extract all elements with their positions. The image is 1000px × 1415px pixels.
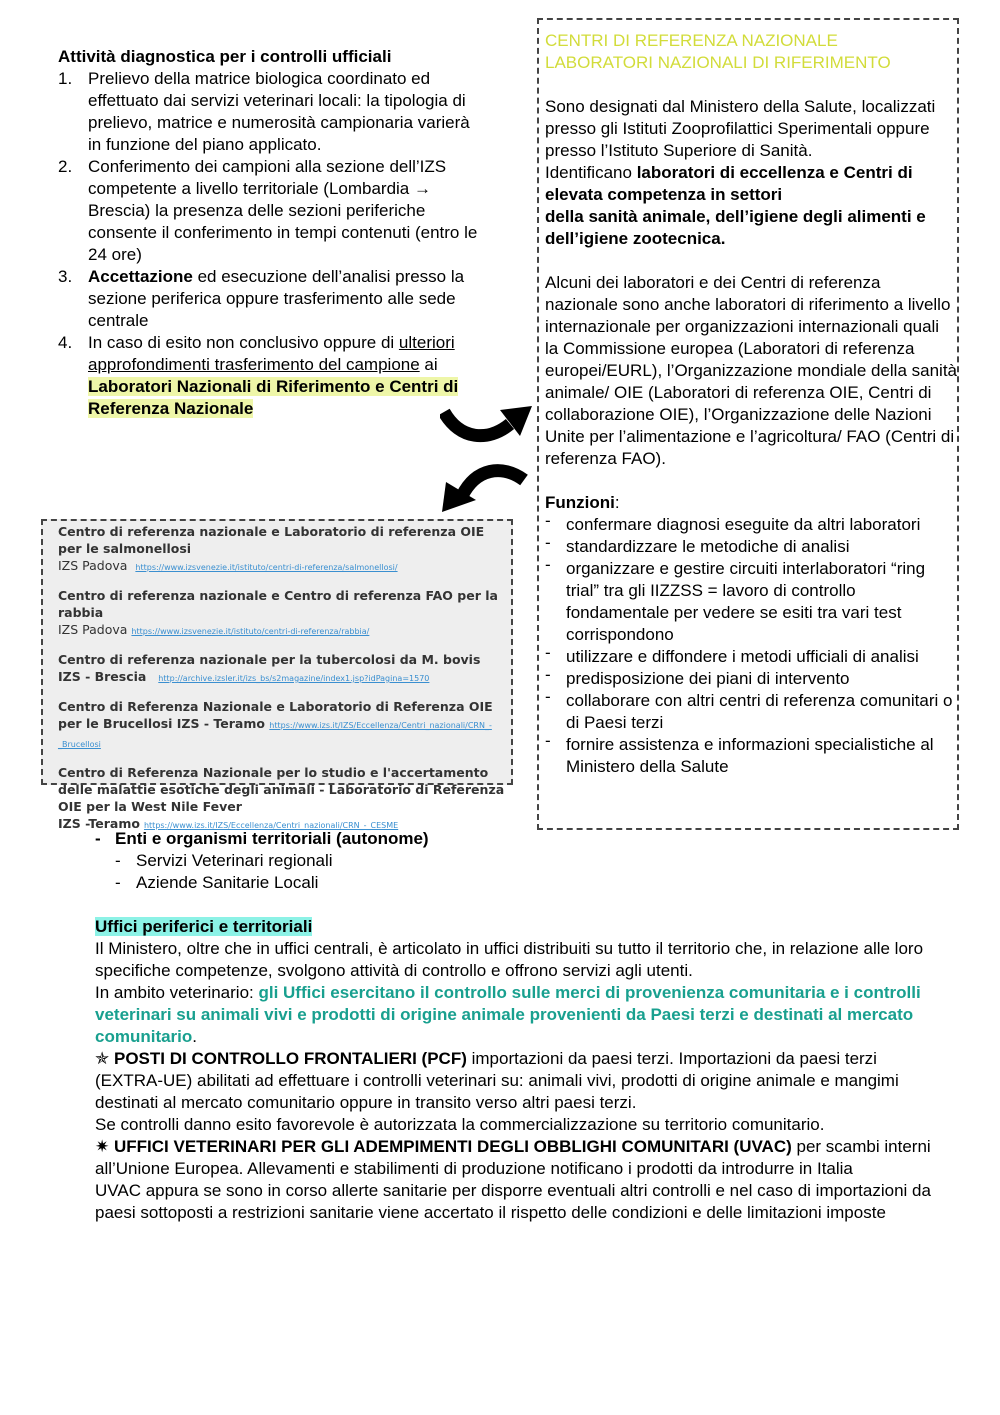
enti-heading: - Enti e organismi territoriali (autonome) (95, 829, 429, 848)
curved-arrow-left-icon (440, 462, 530, 517)
paragraph: ✷ UFFICI VETERINARI PER GLI ADEMPIMENTI DEGLI OBBLIGHI COMUNITARI (UVAC) per scambi interni all’Unione Europea. Allevamenti e stabilimenti di produzione notificano i prodotti da introdurre in Italia (95, 1137, 931, 1178)
list-item: - confermare diagnosi eseguite da altri laboratori (545, 511, 921, 534)
list-item: - utilizzare e diffondere i metodi ufficiali di analisi (545, 643, 919, 666)
paragraph: Sono designati dal Ministero della Salute, localizzati presso gli Istituti Zooprofilattici Sperimentali oppure presso l’Istituto Superiore di Sanità. (545, 97, 936, 160)
paragraph: UVAC appura se sono in corso allerte sanitarie per disporre eventuali altri controlli e nel caso di importazioni da paesi sottoposti a restrizioni sanitarie viene accertato il rispetto delle condizioni e delle limitazioni imposte (95, 1181, 931, 1222)
paragraph: Alcuni dei laboratori e dei Centri di referenza nazionale sono anche laboratori di riferimento a livello internazionale per organizzazioni internazionali quali la Commissione europea (Laboratori di referenza europei/EURL), l’Organizzazione mondiale della sanità animale/ OIE (Laboratori di referenza OIE, Centri di collaborazione OIE), l’Organizzazione delle Nazioni Unite per l’alimentazione e l’agricoltura/ FAO (Centri di referenza FAO). (545, 273, 958, 468)
asterisk-star-icon: ✷ (95, 1137, 110, 1156)
funzioni-heading: Funzioni: (545, 493, 620, 512)
list-item: - organizzare e gestire circuiti interlaboratori “ring trial” tra gli IIZZSS = lavoro di controllo fondamentale per vedere se esiti tra vari test corrispondono (545, 555, 926, 644)
reference-link[interactable]: https://www.izsvenezie.it/istituto/centri-di-referenza/salmonellosi/ (135, 563, 398, 572)
territorial-offices-section (95, 828, 935, 1224)
highlighted-text: Laboratori Nazionali di Riferimento e Centri di Referenza Nazionale (88, 377, 459, 418)
list-item: 2. Conferimento dei campioni alla sezione dell’IZS competente a livello territoriale (Lombardia → Brescia) la presenza delle sezioni periferiche consente il conferimento in tempi contenuti (entro le 24 ore) (58, 157, 478, 264)
box-title-line: CENTRI DI REFERENZA NAZIONALE (545, 31, 838, 50)
list-item: - Servizi Veterinari regionali (115, 851, 333, 870)
list-item: Centro di Referenza Nazionale e Laboratorio di Referenza OIE per le Brucellosi IZS - Teramo https://www.izs.it/IZS/Eccellenza/Centri_nazionali/CRN_-_Brucellosi (58, 699, 493, 749)
steps-list (58, 68, 478, 420)
list-item: - standardizzare le metodiche di analisi (545, 533, 850, 556)
curved-arrow-right-icon (440, 400, 535, 455)
list-item: 3. Accettazione ed esecuzione dell’analisi presso la sezione periferica oppure trasferimento alle sede centrale (58, 267, 465, 330)
paragraph: Se controlli danno esito favorevole è autorizzata la commercializzazione su territorio comunitario. (95, 1115, 825, 1134)
paragraph: Identificano laboratori di eccellenza e Centri di elevata competenza in settori della sanità animale, dell’igiene degli alimenti e dell’igiene zootecnica. (545, 163, 926, 248)
list-item: - predisposizione dei piani di intervento (545, 665, 850, 688)
list-item: Centro di Referenza Nazionale per lo studio e l'accertamento delle malattie esotiche degli animali - Laboratorio di Referenza OIE per la West Nile Fever IZS -Teramo https://www.izs.it/IZS/Eccellenza/Centri_nazionali/CRN_-_CESME (58, 765, 505, 831)
diagnostic-activity-section (58, 46, 478, 420)
list-item: - collaborare con altri centri di referenza comunitari o di Paesi terzi (545, 687, 953, 732)
reference-centers-content (545, 30, 957, 778)
list-item: 1. Prelievo della matrice biologica coordinato ed effettuato dai servizi veterinari locali: la tipologia di prelievo, matrice e numerosità campionaria varierà in funzione del piano applicato. (58, 69, 470, 154)
list-item: Centro di referenza nazionale e Centro di referenza FAO per la rabbia IZS Padova https://www.izsvenezie.it/istituto/centri-di-referenza/rabbia/ (58, 588, 498, 637)
box-title-line: LABORATORI NAZIONALI DI RIFERIMENTO (545, 53, 891, 72)
uffici-heading: Uffici periferici e territoriali (95, 917, 313, 936)
list-item: - Aziende Sanitarie Locali (115, 873, 319, 892)
reference-link[interactable]: http://archive.izsler.it/izs_bs/s2magazine/index1.jsp?idPagina=1570 (158, 674, 430, 683)
list-item: Centro di referenza nazionale per la tubercolosi da M. bovis IZS - Brescia http://archive.izsler.it/izs_bs/s2magazine/index1.jsp?idPagina=1570 (58, 652, 481, 684)
funzioni-list (545, 511, 957, 778)
paragraph: Il Ministero, oltre che in uffici centrali, è articolato in uffici distribuiti su tutto il territorio che, in relazione alle loro specifiche competenze, svolgono attività di controllo e offrono servizi agli utenti. (95, 939, 924, 980)
star-icon: ✯ (95, 1049, 110, 1068)
reference-link[interactable]: https://www.izs.it/IZS/Eccellenza/Centri_nazionali/CRN_-_CESME (143, 821, 399, 830)
list-item: Centro di referenza nazionale e Laboratorio di referenza OIE per le salmonellosi IZS Padova https://www.izsvenezie.it/istituto/centri-di-referenza/salmonellosi/ (58, 524, 485, 573)
list-item: - fornire assistenza e informazioni specialistiche al Ministero della Salute (545, 731, 934, 776)
section-heading: Attività diagnostica per i controlli ufficiali (58, 47, 392, 66)
reference-link[interactable]: https://www.izs.it/IZS/Eccellenza/Centri_nazionali/CRN_-_Brucellosi (58, 721, 492, 749)
paragraph: In ambito veterinario: gli Uffici esercitano il controllo sulle merci di provenienza comunitaria e i controlli veterinari su animali vivi e prodotti di origine animale provenienti da Paesi terzi e destinati al mercato comunitario. (95, 983, 921, 1046)
reference-centers-entries (58, 523, 508, 845)
paragraph: ✯ POSTI DI CONTROLLO FRONTALIERI (PCF) importazioni da paesi terzi. Importazioni da paesi terzi (EXTRA-UE) abilitati ad effettuare i controlli veterinari su: animali vivi, prodotti di origine animale e mangimi destinati al mercato comunitario oppure in transito verso altri paesi terzi. (95, 1049, 899, 1112)
reference-link[interactable]: https://www.izsvenezie.it/istituto/centri-di-referenza/rabbia/ (131, 627, 370, 636)
list-item: 4. In caso di esito non conclusivo oppure di ulteriori approfondimenti trasferimento del campione ai Laboratori Nazionali di Riferimento e Centri di Referenza Nazionale (58, 333, 459, 418)
